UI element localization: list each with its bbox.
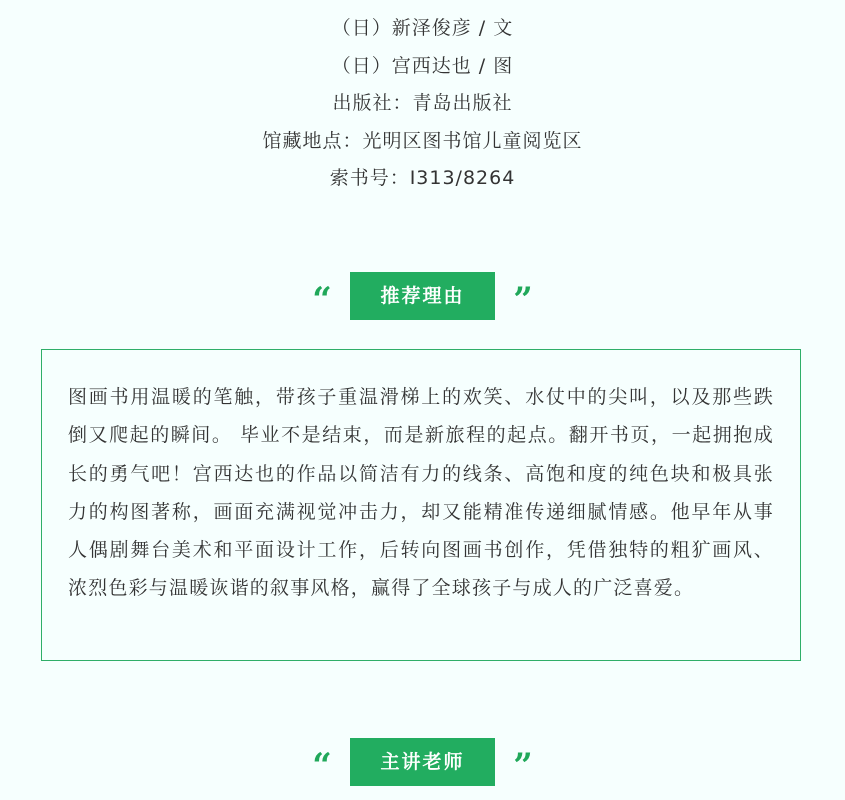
book-info	[0, 10, 845, 198]
recommend-header	[0, 272, 845, 320]
illustrator-line: （日）宫西达也 / 图	[331, 54, 514, 77]
open-quote-icon: “	[312, 280, 332, 320]
lecturer-label: 主讲老师	[350, 738, 495, 786]
recommend-box	[41, 349, 801, 661]
recommend-label: 推荐理由	[350, 272, 495, 320]
publisher-line: 出版社：青岛出版社	[332, 92, 513, 114]
close-quote-icon: ”	[513, 746, 533, 786]
author-line: （日）新泽俊彦 / 文	[331, 17, 514, 39]
location-line: 馆藏地点：光明区图书馆儿童阅览区	[262, 129, 583, 152]
open-quote-icon: “	[312, 746, 332, 786]
recommend-text: 图画书用温暖的笔触，带孩子重温滑梯上的欢笑、水仗中的尖叫，以及那些跌倒又爬起的瞬间。 毕业不是结束，而是新旅程的起点。翻开书页，一起拥抱成长的勇气吧！宫西达也的作品以简洁有力的线条、高饱和度的纯色块和极具张力的构图著称，画面充满视觉冲击力，却又能精准传递细腻情感。他早年从事人偶剧舞台美术和平面设计工作，后转向图画书创作，凭借独特的粗犷画风、浓烈色彩与温暖诙谐的叙事风格，赢得了全球孩子与成人的广泛喜爱。	[68, 386, 774, 600]
lecturer-header	[0, 738, 845, 786]
close-quote-icon: ”	[513, 280, 533, 320]
call-number-line: 索书号：I313/8264	[329, 167, 516, 189]
